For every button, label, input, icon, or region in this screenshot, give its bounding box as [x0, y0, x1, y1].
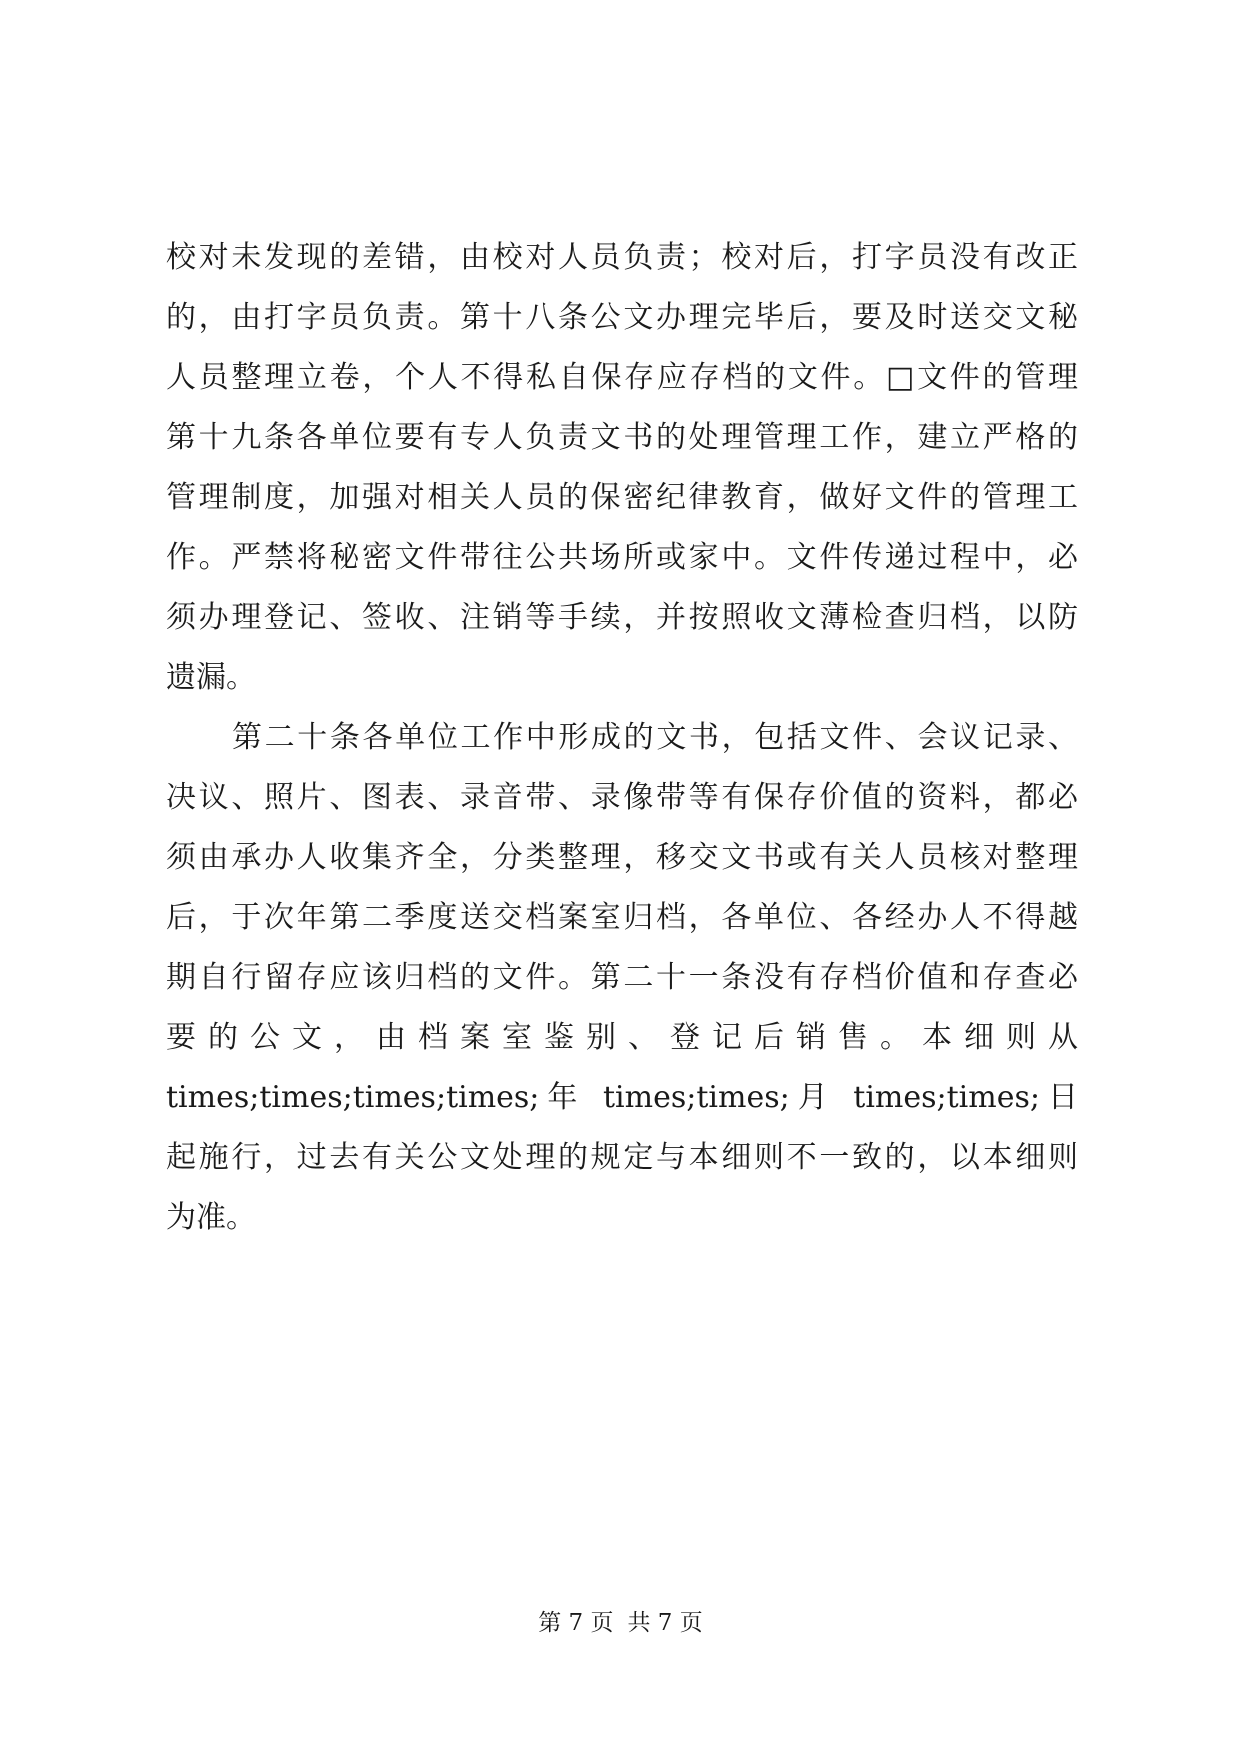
text-line: 起施行，过去有关公文处理的规定与本细则不一致的，以本细则 [166, 1140, 1078, 1175]
text-line: 须办理登记、签收、注销等手续，并按照收文薄检查归档，以防 [166, 600, 1078, 635]
text-line: 的，由打字员负责。第十八条公文办理完毕后，要及时送交文秘 [166, 300, 1078, 335]
text-line: 作。严禁将秘密文件带往公共场所或家中。文件传递过程中，必 [166, 540, 1078, 575]
text-line: 管理制度，加强对相关人员的保密纪律教育，做好文件的管理工 [166, 480, 1078, 515]
text-line: times;times;times;times;年 times;times;月 times;times;日 [166, 1080, 1078, 1115]
text-line: 要的公文，由档案室鉴别、登记后销售。本细则从 [166, 1020, 1078, 1055]
text-line: 校对未发现的差错，由校对人员负责；校对后，打字员没有改正 [166, 240, 1078, 275]
document-body [166, 228, 1078, 1248]
page-number: 第 7 页 [538, 1610, 614, 1636]
text-line: 遗漏。 [166, 660, 256, 695]
text-line: 人员整理立卷，个人不得私自保存应存档的文件。□文件的管理 [166, 360, 1078, 395]
page-footer [0, 1609, 1241, 1637]
text-line: 后，于次年第二季度送交档案室归档，各单位、各经办人不得越 [166, 900, 1078, 935]
text-line: 须由承办人收集齐全，分类整理，移交文书或有关人员核对整理 [166, 840, 1078, 875]
text-line: 为准。 [166, 1200, 256, 1235]
text-line: 第二十条各单位工作中形成的文书，包括文件、会议记录、 [232, 720, 1078, 755]
text-line: 第十九条各单位要有专人负责文书的处理管理工作，建立严格的 [166, 420, 1078, 455]
page-total: 共 7 页 [627, 1610, 703, 1636]
text-line: 期自行留存应该归档的文件。第二十一条没有存档价值和存查必 [166, 960, 1078, 995]
text-line: 决议、照片、图表、录音带、录像带等有保存价值的资料，都必 [166, 780, 1078, 815]
